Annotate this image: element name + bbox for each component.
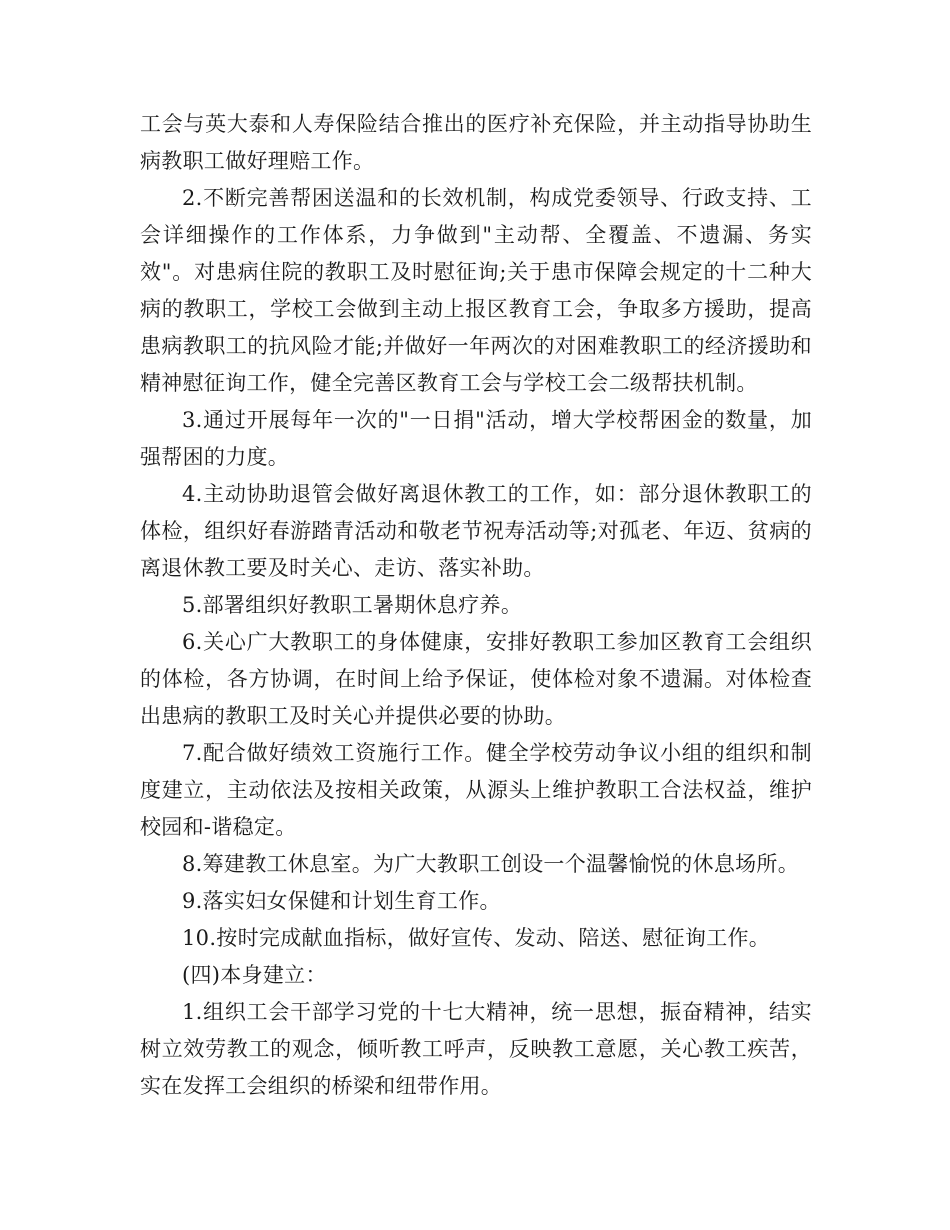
- paragraph-item-9: 9.落实妇女保健和计划生育工作。: [182, 889, 501, 913]
- paragraph-item-8: 8.筹建教工休息室。为广大教职工创设一个温馨愉悦的休息场所。: [182, 852, 800, 876]
- paragraph-continuation: 工会与英大泰和人寿保险结合推出的医疗补充保险，并主动指导协助生病教职工做好理赔工作。: [140, 112, 812, 173]
- document-body: [140, 106, 812, 1105]
- paragraph-item-10: 10.按时完成献血指标，做好宣传、发动、陪送、慰征询工作。: [182, 926, 771, 950]
- section-heading-4: (四)本身建立：: [182, 963, 327, 987]
- paragraph-item-3: 3.通过开展每年一次的"一日捐"活动，增大学校帮困金的数量，加强帮困的力度。: [140, 408, 812, 469]
- paragraph-item-2: 2.不断完善帮困送温和的长效机制，构成党委领导、行政支持、工会详细操作的工作体系，力争做到"主动帮、全覆盖、不遗漏、务实效"。对患病住院的教职工及时慰征询;关于患市保障会规定的十二种大病的教职工，学校工会做到主动上报区教育工会，争取多方援助，提高患病教职工的抗风险才能;并做好一年两次的对困难教职工的经济援助和精神慰征询工作，健全完善区教育工会与学校工会二级帮扶机制。: [140, 186, 812, 395]
- paragraph-item-6: 6.关心广大教职工的身体健康，安排好教职工参加区教育工会组织的体检，各方协调，在时间上给予保证，使体检对象不遗漏。对体检查出患病的教职工及时关心并提供必要的协助。: [140, 630, 812, 728]
- paragraph-item-5: 5.部署组织好教职工暑期休息疗养。: [182, 593, 523, 617]
- paragraph-item-4: 4.主动协助退管会做好离退休教工的工作，如：部分退休教职工的体检，组织好春游踏青活动和敬老节祝寿活动等;对孤老、年迈、贫病的离退休教工要及时关心、走访、落实补助。: [140, 482, 812, 580]
- paragraph-item-7: 7.配合做好绩效工资施行工作。健全学校劳动争议小组的组织和制度建立，主动依法及按相关政策，从源头上维护教职工合法权益，维护校园和-谐稳定。: [140, 741, 812, 839]
- paragraph-section4-item-1: 1.组织工会干部学习党的十七大精神，统一思想，振奋精神，结实树立效劳教工的观念，倾听教工呼声，反映教工意愿，关心教工疾苦，实在发挥工会组织的桥梁和纽带作用。: [140, 1000, 812, 1098]
